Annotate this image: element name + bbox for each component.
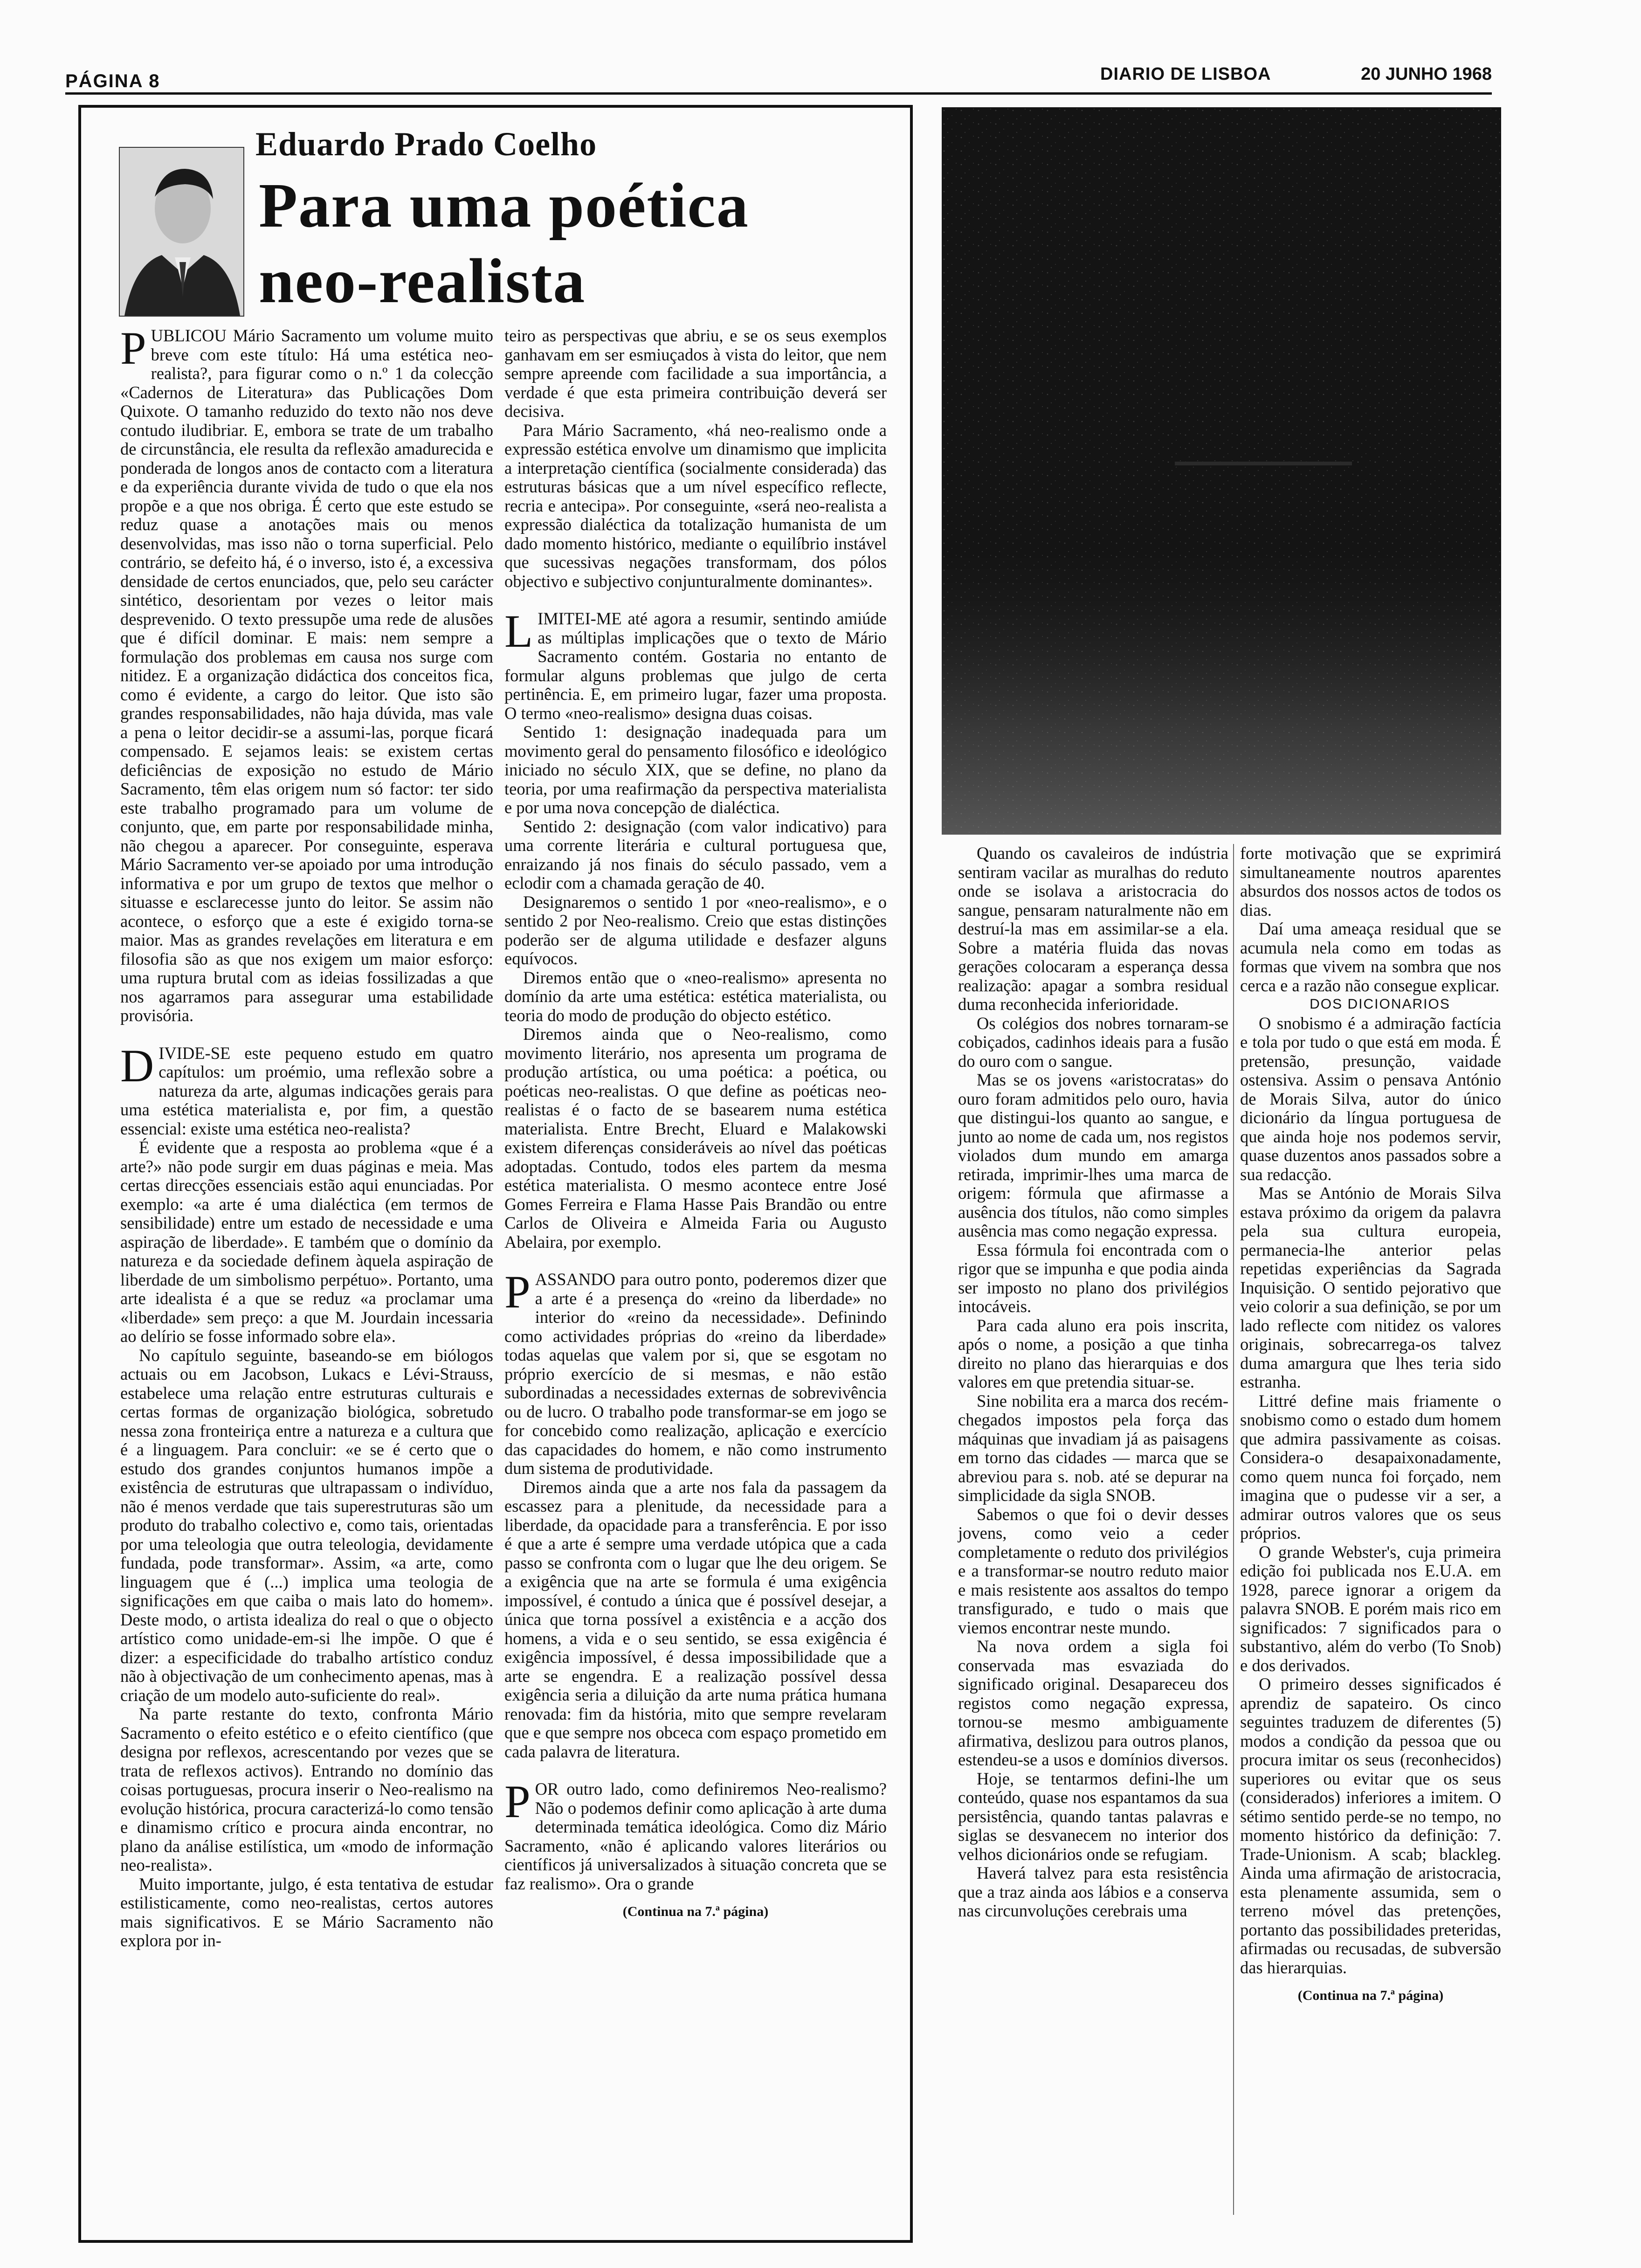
- paragraph: Diremos então que o «neo-realismo» apresenta no domínio da arte uma estética: estética materialista, ou teoria do modo de produção do objecto estético.: [504, 968, 887, 1025]
- paragraph: Essa fórmula foi encontrada com o rigor que se impunha e que podia ainda ser imposto no plano dos privilégios intocáveis.: [958, 1240, 1228, 1316]
- page-header: [65, 64, 1492, 97]
- paragraph: PASSANDO para outro ponto, poderemos dizer que a arte é a presença do «reino da liberdade» no interior do «reino da necessidade». Definindo como actividades próprias do «reino da liberdade» todas aquelas que valem por si, que se esgotam no próprio exercício de si mesmas, e não estão subordinadas a necessidades externas de sobrevivência ou de lucro. O trabalho pode transformar-se em jogo se for concebido como realização, aplicação e exercício das capacidades do homem, e não como instrumento dum sistema de produtividade.: [504, 1266, 887, 1478]
- article-title: Para uma poética neo-realista: [259, 171, 749, 316]
- paragraph: DIVIDE-SE este pequeno estudo em quatro capítulos: um proémio, uma reflexão sobre a natureza da arte, algumas indicações gerais para uma estética materialista e, por fim, a questão essencial: existe uma estética neo-realista?: [120, 1039, 493, 1138]
- noise-image-icon: [942, 107, 1501, 835]
- paragraph: É evidente que a resposta ao problema «que é a arte?» não pode surgir em duas páginas e meia. Mas certas direcções essenciais estão aqui enunciadas. Por exemplo: «a arte é uma dialéctica (em termos de sensibilidade) entre um estado de necessidade e uma aspiração de liberdade». E também que o domínio da natureza e da sociedade definem àquela aspiração de liberdade de um simbolismo perpétuo». Portanto, uma arte idealista é a que se reduz «a proclamar uma «liberdade» sem preço: a que M. Jourdain incessaria ao delírio se fosse informado sobre ela».: [120, 1138, 493, 1346]
- paragraph: forte motivação que se exprimirá simultaneamente noutros aparentes absurdos dos nossos actos de todos os dias.: [1240, 844, 1501, 920]
- paragraph: O grande Webster's, cuja primeira edição foi publicada nos E.U.A. em 1928, parece ignorar a origem da palavra SNOB. E porém mais rico em significados: 7 significados para o substantivo, além do verbo (To Snob) e dos derivados.: [1240, 1542, 1501, 1675]
- paragraph: Na nova ordem a sigla foi conservada mas esvaziada do significado original. Desapareceu dos registos como negação expressa, tornou-se mesmo ambiguamente afirmativa, deslizou para outros planos, estendeu-se a usos e domínios diversos.: [958, 1637, 1228, 1769]
- paragraph: teiro as perspectivas que abriu, e se os seus exemplos ganhavam em ser esmiuçados à vista do leitor, que nem sempre apreende com facilidade a sua importância, a verdade é que esta primeira contribuição deverá ser decisiva.: [504, 326, 887, 421]
- paragraph: Sentido 1: designação inadequada para um movimento geral do pensamento filosófico e ideológico iniciado no século XIX, que se define, no plano da teoria, por uma reafirmação da perspectiva materialista e por uma nova concepção de dialéctica.: [504, 722, 887, 817]
- paragraph: Muito importante, julgo, é esta tentativa de estudar estilisticamente, como neo-realistas, certos autores mais significativos. E se Mário Sacramento não explora por in-: [120, 1874, 493, 1950]
- author-photo: [119, 147, 244, 317]
- author-portrait-icon: [120, 148, 243, 316]
- paragraph: Sentido 2: designação (com valor indicativo) para uma corrente literária e cultural portuguesa que, enraizando já nos finais do século passado, vem a eclodir com a chamada geração de 40.: [504, 816, 887, 892]
- paragraph: POR outro lado, como definiremos Neo-realismo? Não o podemos definir como aplicação à arte duma determinada temática ideológica. Como diz Mário Sacramento, «não é aplicando valores literários ou científicos já universalizados à situação concreta que se faz realismo». Ora o grande: [504, 1776, 887, 1893]
- paragraph: PUBLICOU Mário Sacramento um volume muito breve com este título: Há uma estética neo-realista?, para figurar como o n.º 1 da colecção «Cadernos de Literatura» das Publicações Dom Quixote. O tamanho reduzido do texto não nos deve contudo iludibriar. E, embora se trate de um trabalho de circunstância, ele resulta da reflexão amadurecida e ponderada de longos anos de contacto com a literatura e da experiência durante vivida de tudo o que ela nos propõe e a que nos obriga. É certo que este estudo se reduz quase a anotações mais ou menos desenvolvidas, mas isso não o torna superficial. Pelo contrário, se defeito há, é o inverso, isto é, a excessiva densidade de certos enunciados, que, pelo seu carácter sintético, desorientam por vezes o leitor mais desprevenido. O texto pressupõe uma rede de alusões que é difícil dominar. E mais: nem sempre a formulação dos problemas em causa nos surge com nitidez. E a organização didáctica dos conceitos fica, como é evidente, a cargo do leitor. Que isto são grandes responsabilidades, não haja dúvida, mas vale a pena o leitor decidir-se a assumi-las, porque ficará compensado. E sejamos leais: se existem certas deficiências de exposição no estudo de Mário Sacramento, têm elas origem num só factor: ter sido este trabalho programado para um volume de conjunto, que, em parte por responsabilidade minha, não chegou a aparecer. Por conseguinte, esperava Mário Sacramento ver-se apoiado por uma introdução informativa e por um grupo de textos que melhor o situasse e esclarecesse junto do leitor. Se assim não acontece, o esforço que a este é exigido torna-se maior. Mas as grandes revelações em literatura e em filosofia são as que nos exigem um maior esforço: uma ruptura brutal com as ideias fossilizadas a que nos agarramos para assegurar uma estabilidade provisória.: [120, 322, 493, 1025]
- header-rule: [65, 92, 1492, 95]
- paragraph: Quando os cavaleiros de indústria sentiram vacilar as muralhas do reduto onde se isolava a aristocracia do sangue, pensaram naturalmente não em destruí-la mas em assimilar-se a ela. Sobre a matéria fluida das novas gerações colocaram a esperança dessa realização: apagar a sombra residual duma reconhecida inferioridade.: [958, 844, 1228, 1014]
- paragraph: Mas se os jovens «aristocratas» do ouro foram admitidos pelo ouro, havia que distingui-los quanto ao sangue, e junto ao nome de cada um, nos registos violados dum mundo em amarga retirada, imprimir-lhes uma marca de origem: fórmula que afirmasse a ausência dos títulos, não como simples ausência mas como negação expressa.: [958, 1070, 1228, 1240]
- paragraph: Sine nobilita era a marca dos recém-chegados impostos pela força das máquinas que invadiam já as paisagens em torno das cidades — marca que se abreviou para s. nob. até se depurar na simplicidade da sigla SNOB.: [958, 1391, 1228, 1505]
- article-author: Eduardo Prado Coelho: [255, 125, 597, 163]
- essay-column-3: [958, 844, 1228, 2224]
- paragraph: Diremos ainda que o Neo-realismo, como movimento literário, nos apresenta um programa de produção artística, ou uma poética: a poética, ou poéticas neo-realistas. O que define as poéticas neo-realistas é o facto de se basearem numa estética materialista. Entre Brecht, Eluard e Malakowski existem diferenças consideráveis ao nível das poéticas adoptadas. Contudo, todos eles partem da mesma estética materialista. O mesmo acontece entre José Gomes Ferreira e Flama Hasse Pais Brandão ou entre Carlos de Oliveira e Almeida Faria ou Augusto Abelaira, por exemplo.: [504, 1024, 887, 1252]
- paragraph: Littré define mais friamente o snobismo como o estado dum homem que admira passivamente as coisas. Considera-o desapaixonadamente, como quem nunca foi forçado, nem imagina que o pudesse vir a ser, a admirar outros valores que os seus próprios.: [1240, 1391, 1501, 1542]
- continued-note: (Continua na 7.ª página): [1297, 1988, 1444, 2003]
- paragraph: O snobismo é a admiração factícia e tola por tudo o que está em moda. É pretensão, presunção, vaidade ostensiva. Assim o pensava António de Morais Silva, autor do único dicionário da língua portuguesa de que ainda hoje nos podemos servir, quase duzentos anos passados sobre a sua redacção.: [1240, 1013, 1501, 1184]
- issue-date: 20 JUNHO 1968: [1361, 64, 1492, 84]
- article-column-2: [504, 326, 887, 2210]
- dark-photograph: [942, 107, 1501, 835]
- paragraph: Mas se António de Morais Silva estava próximo da origem da palavra pela sua cultura europeia, permanecia-lhe anterior pelas repetidas experiências da Sagrada Inquisição. O sentido pejorativo que veio colorir a sua definição, se por um lado reflecte com nitidez os valores originais, sobrecarrega-os talvez duma amargura que lhes teria sido estranha.: [1240, 1183, 1501, 1391]
- paragraph: O primeiro desses significados é aprendiz de sapateiro. Os cinco seguintes traduzem de diferentes (5) modos a condição da pessoa que ou procura imitar os seus (reconhecidos) superiores ou evitar que os seus (considerados) inferiores a imitem. O sétimo sentido perde-se no tempo, no momento histórico da definição: 7. Trade-Unionism. A scab; blackleg. Ainda uma afirmação de aristocracia, esta plenamente assumida, sem o terreno móvel das pretenções, portanto das possibilidades preteridas, afirmadas ou recusadas, de subversão das hierarquias.: [1240, 1674, 1501, 1977]
- paragraph: Para Mário Sacramento, «há neo-realismo onde a expressão estética envolve um dinamismo que implicita a interpretação científica (socialmente considerada) das estruturas básicas que a um nível específico reflecte, recria e antecipa». Por conseguinte, «será neo-realista a expressão dialéctica da totalização humanista de um dado momento histórico, mediante o equilíbrio instável que sucessivas negações transformam, dos pólos objectivo e subjectivo conjunturalmente dominantes».: [504, 420, 887, 591]
- paragraph: Daí uma ameaça residual que se acumula nela como em todas as formas que vivem na sombra que nos cerca e a razão não consegue explicar.: [1240, 919, 1501, 995]
- paragraph: No capítulo seguinte, baseando-se em biólogos actuais ou em Jacobson, Lukacs e Lévi-Strauss, estabelece uma relação entre estruturas culturais e certas formas de organização biológica, sobretudo nessa zona fronteiriça entre a natureza e a cultura que é a linguagem. Para concluir: «e se é certo que o estudo dos grandes conjuntos humanos impõe a existência de estruturas que ultrapassam o indivíduo, não é menos verdade que tais superestruturas são um produto do trabalho colectivo e, como tais, orientadas por uma teleologia que outra teleologia, devidamente fundada, pode transformar». Assim, «a arte, como linguagem que é (...) implica uma teologia de significações em que caiba o mais lato do homem». Deste modo, o artista idealiza do real o que o objecto artístico como unidade-em-si lhe impõe. O que é dizer: a especificidade do trabalho artístico conduz não à objectivação de um conhecimento apenas, mas à criação de um modelo auto-suficiente do real».: [120, 1345, 493, 1705]
- paragraph: Hoje, se tentarmos defini-lhe um conteúdo, quase nos espantamos da sua persistência, quando tantas palavras e siglas se desvanecem no interior dos velhos dicionários onde se refugiam.: [958, 1769, 1228, 1864]
- article-column-1: [120, 322, 493, 2210]
- page-number: PÁGINA 8: [65, 71, 160, 91]
- paragraph: Diremos ainda que a arte nos fala da passagem da escassez para a plenitude, da necessidade para a liberdade, da opacidade para a transferência. E por isso é que a arte é sempre uma verdade utópica que a cada passo se confronta com o lugar que lhe deu origem. Se a exigência que na arte se formula é uma exigência impossível, é contudo a única que é possível desejar, a única que torna possível a existência e a acção dos homens, a vida e o seu sentido, se essa exigência é exigência impossível, é dessa impossibilidade que a arte se engendra. E a realização possível dessa exigência seria a diluição da arte numa prática humana renovada: fim da história, mito que sempre revelaram que e que sempre nos obceca com espaço prometido em cada palavra de literatura.: [504, 1477, 887, 1761]
- paragraph: Para cada aluno era pois inscrita, após o nome, a posição a que tinha direito no plano das hierarquias e dos valores em que pretendia situar-se.: [958, 1315, 1228, 1391]
- column-divider: [1233, 844, 1234, 2215]
- paragraph: LIMITEI-ME até agora a resumir, sentindo amiúde as múltiplas implicações que o texto de Mário Sacramento contém. Gostaria no entanto de formular alguns problemas que julgo de certa pertinência. E, em primeiro lugar, fazer uma proposta. O termo «neo-realismo» designa duas coisas.: [504, 605, 887, 723]
- paragraph: Os colégios dos nobres tornaram-se cobiçados, cadinhos ideais para a fusão do ouro com o sangue.: [958, 1013, 1228, 1071]
- essay-column-4: [1240, 844, 1501, 2224]
- paragraph: Sabemos o que foi o devir desses jovens, como veio a ceder completamente o reduto dos privilégios e a transformar-se noutro reduto maior e mais resistente aos assaltos do tempo transfigurado, e tudo o mais que viemos encontrar neste mundo.: [958, 1504, 1228, 1637]
- paragraph: Designaremos o sentido 1 por «neo-realismo», e o sentido 2 por Neo-realismo. Creio que estas distinções poderão ser de alguma utilidade e desfazer alguns equívocos.: [504, 892, 887, 968]
- newspaper-name: DIARIO DE LISBOA: [1100, 64, 1271, 84]
- continued-note: (Continua na 7.ª página): [622, 1904, 769, 1919]
- section-subhead: DOS DICIONARIOS: [1310, 996, 1450, 1012]
- paragraph: Haverá talvez para esta resistência que a traz ainda aos lábios e a conserva nas circunvoluções cerebrais uma: [958, 1863, 1228, 1920]
- paragraph: Na parte restante do texto, confronta Mário Sacramento o efeito estético e o efeito científico (que designa por reflexos, acrescentando por vezes que se trata de reflexos activos). Entrando no domínio das coisas portuguesas, procura inserir o Neo-realismo na evolução histórica, procura caracterizá-lo como tensão e dinamismo crítico e procura ainda encontrar, no plano da análise estilística, um «modo de informação neo-realista».: [120, 1704, 493, 1874]
